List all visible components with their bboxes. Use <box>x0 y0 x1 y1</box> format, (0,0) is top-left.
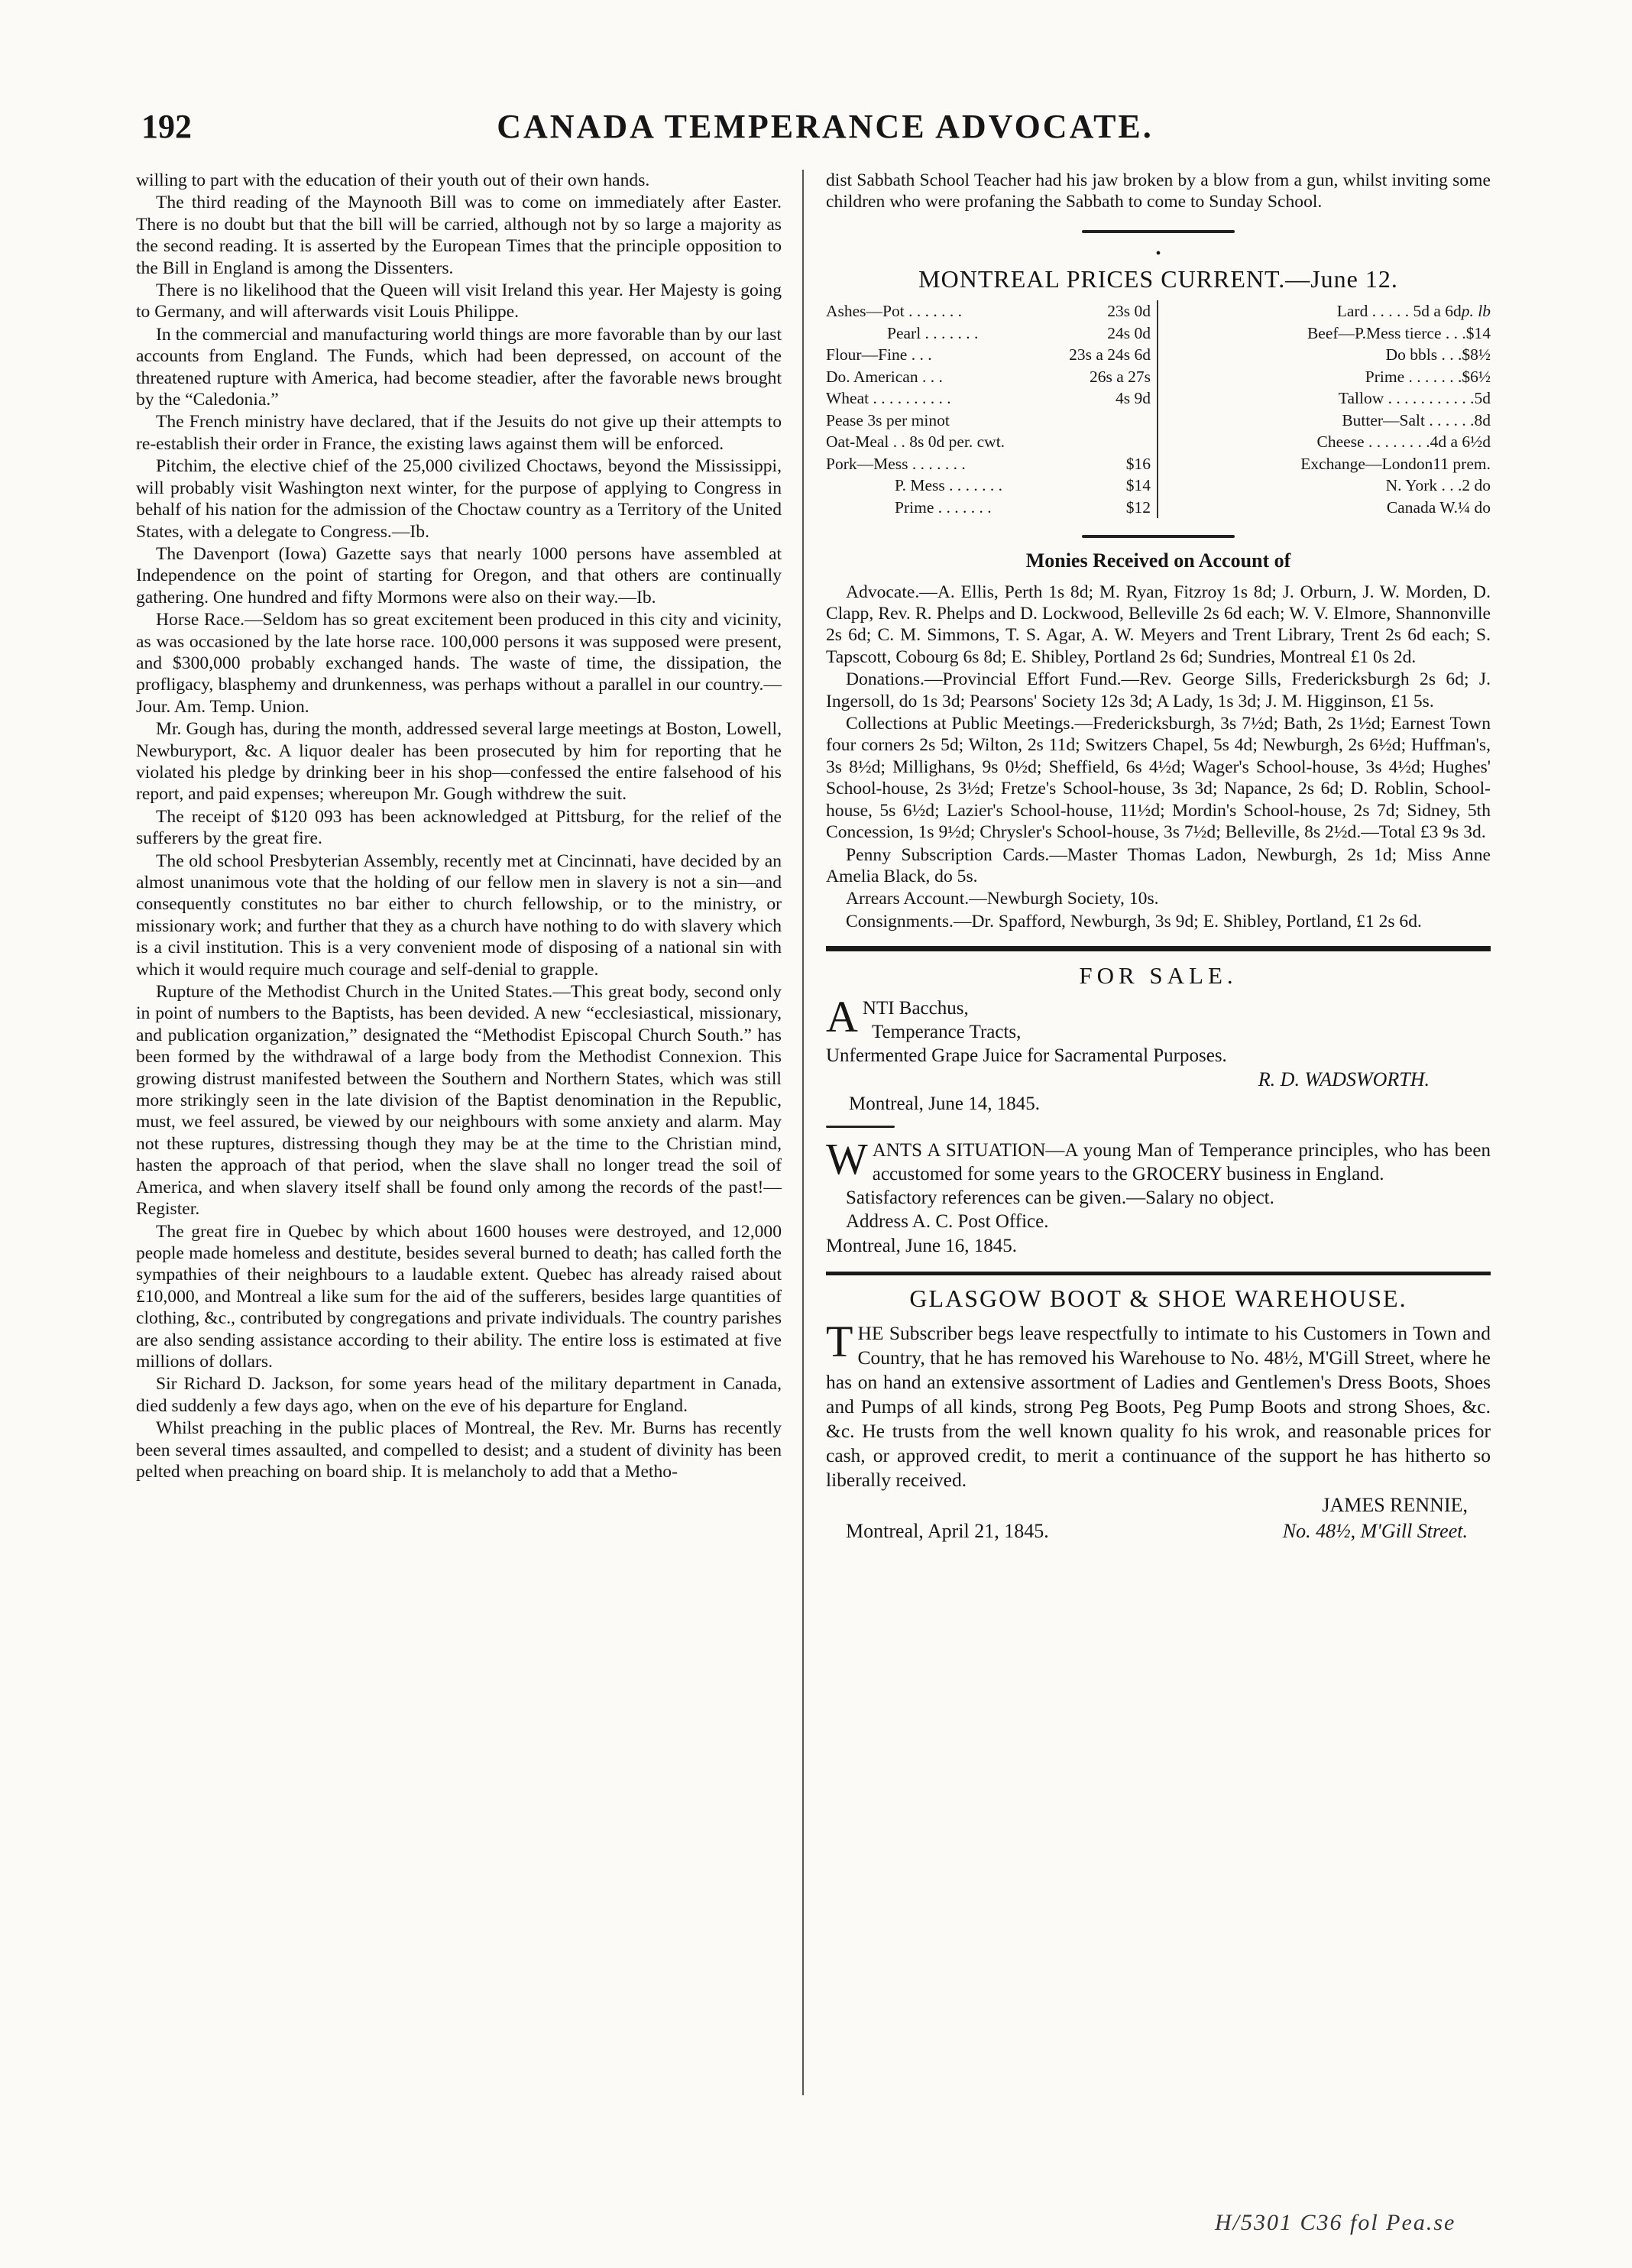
prices-table <box>826 300 1491 518</box>
price-value: ¼ do <box>1458 497 1491 517</box>
price-row <box>1169 300 1491 322</box>
glasgow-date: Montreal, April 21, 1845. <box>846 1519 1049 1542</box>
page-title: CANADA TEMPERANCE ADVOCATE. <box>497 108 1154 145</box>
price-label: Do. American . . . <box>826 367 943 386</box>
price-value: $6½ <box>1462 367 1491 386</box>
price-value: 24s 0d <box>1107 323 1151 342</box>
article-paragraph: Mr. Gough has, during the month, addressed several large meetings at Boston, Lowell, Newburyport, &c. A liquor dealer has been prosecuted by him for reporting that he violated his pledge by drinking beer in his shop—confessed the entire falsehood of his report, and paid expenses; whereupon Mr. Gough withdrew the suit. <box>136 719 782 805</box>
article-paragraph: willing to part with the education of their youth out of their own hands. <box>136 170 650 190</box>
page-header <box>141 107 1509 153</box>
column-divider <box>802 170 804 2095</box>
drop-cap: W <box>826 1133 868 1184</box>
price-row <box>826 387 1151 410</box>
price-label: Do bbls . . . <box>1385 345 1462 364</box>
price-label: Beef—P.Mess tierce . . . <box>1307 323 1466 342</box>
price-value: 2 do <box>1462 476 1491 495</box>
price-row <box>1169 497 1491 519</box>
article-paragraph: Rupture of the Methodist Church in the United States.—This great body, second only in point of numbers to the Baptists, has been devided. A new “ecclesiastical, missionary, and publication organization,” designated the “Methodist Episcopal Church South.” has been formed by the withdrawal of a large body from the Methodist Connexion. This growing distrust manifested between the Southern and Northern States, which was still more strikingly seen in the late division of the Baptist denomination in the Republic, must, we feel assured, be viewed by our neighbours with some anxiety and alarm. May not these ruptures, distressing though they may be at the time to the Christian mind, hasten the approach of that period, when the slave shall no longer tread the soil of America, and when slavery itself shall be found only among the records of the past!—Register. <box>136 982 782 1220</box>
price-label: Cheese . . . . . . . . <box>1316 433 1430 452</box>
for-sale-date: Montreal, June 14, 1845. <box>849 1093 1040 1114</box>
article-paragraph: In the commercial and manufacturing world things are more favorable than by our last accounts from England. The Funds, which had been depressed, on account of the threatened rupture with America, had become steadier, after the favorable news brought by the “Caledonia.” <box>136 324 782 410</box>
price-row <box>826 497 1151 519</box>
price-value: $14 <box>1125 476 1151 495</box>
price-label: Exchange—London <box>1300 454 1433 473</box>
glasgow-footer <box>826 1518 1491 1544</box>
price-value: 5d <box>1474 389 1491 408</box>
prices-right-column <box>1158 300 1491 518</box>
price-value: 4d a 6½d <box>1430 433 1491 452</box>
price-label: Ashes—Pot . . . . . . . <box>826 302 962 321</box>
monies-paragraph: Advocate.—A. Ellis, Perth 1s 8d; M. Ryan, Fitzroy 1s 8d; J. Orburn, J. W. Morden, D. Clapp, Rev. R. Phelps and D. Lockwood, Belleville 2s 6d each; W. V. Elmore, Shannonville 2s 6d; C. M. Simmons, T. S. Agar, A. W. Meyers and Trent Library, Trent 2s 6d each; S. Tapscott, Cobourg 6s 8d; E. Shibley, Portland 2s 6d; Sundries, Montreal £1 0s 2d. <box>826 582 1491 667</box>
price-value: $12 <box>1125 497 1151 517</box>
article-paragraph: Horse Race.—Seldom has so great excitement been produced in this city and vicinity, as was occasioned by the late horse race. 100,000 persons it was supposed were present, and $300,000 probably exchanged hands. The waste of time, the dissipation, the profligacy, blasphemy and drunkenness, was perhaps without a parallel in our country.—Jour. Am. Temp. Union. <box>136 610 782 717</box>
prices-left-column <box>826 300 1158 518</box>
price-label: Prime . . . . . . . <box>895 497 992 517</box>
drop-cap: T <box>826 1316 853 1366</box>
wants-body: ANTS A SITUATION—A young Man of Temperance principles, who has been accustomed for some years to the GROCERY business in England. <box>872 1139 1491 1184</box>
glasgow-ad <box>826 1284 1491 1544</box>
heavy-rule <box>826 1272 1491 1275</box>
article-paragraph: The French ministry have declared, that if the Jesuits do not give up their attempts to re-establish their order in France, the existing laws against them will be enforced. <box>136 412 782 454</box>
price-row <box>1169 366 1491 388</box>
monies-paragraph: Donations.—Provincial Effort Fund.—Rev. George Sills, Fredericksburgh 2s 6d; J. Ingersoll, do 1s 3d; Pearsons' Society 12s 3d; A Lady, 1s 3d; J. M. Higginson, £1 5s. <box>826 669 1491 711</box>
price-row <box>826 431 1151 453</box>
price-label: Tallow . . . . . . . . . . . <box>1338 389 1475 408</box>
page-number: 192 <box>141 108 192 145</box>
article-paragraph: There is no likelihood that the Queen will visit Ireland this year. Her Majesty is going to Germany, and will afterwards visit Louis Philippe. <box>136 280 782 322</box>
price-value: $14 <box>1465 323 1491 342</box>
price-row <box>1169 344 1491 366</box>
price-row <box>826 410 1151 432</box>
wants-line: Satisfactory references can be given.—Salary no object. <box>846 1187 1274 1208</box>
separator-dot: • <box>1155 245 1161 262</box>
right-column <box>826 170 1491 1544</box>
price-row <box>826 344 1151 366</box>
price-label: Pease 3s per minot <box>826 410 950 429</box>
for-sale-line: Temperance Tracts, <box>872 1021 1022 1042</box>
monies-paragraph: Penny Subscription Cards.—Master Thomas Ladon, Newburgh, 2s 1d; Miss Anne Amelia Black, do 5s. <box>826 844 1491 886</box>
price-row <box>1169 387 1491 410</box>
price-row <box>1169 453 1491 475</box>
handwritten-note: H/5301 C36 fol Pea.se <box>1215 2210 1456 2235</box>
article-paragraph: The great fire in Quebec by which about 1600 houses were destroyed, and 12,000 people made homeless and destitute, besides several burned to death; has called forth the sympathies of their neighbours to a laudable extent. Quebec has already raised about £10,000, and Montreal a like sum for the aid of the sufferers, besides large quantities of clothing, &c., contributed by congregations and private individuals. The country parishes are also sending assistance according to their ability. The entire loss is estimated at five millions of dollars. <box>136 1221 782 1372</box>
separator-rule <box>1082 535 1235 538</box>
for-sale-line: Unfermented Grape Juice for Sacramental Purposes. <box>826 1045 1227 1066</box>
article-paragraph: Whilst preaching in the public places of Montreal, the Rev. Mr. Burns has recently been several times assaulted, and compelled to desist; and a student of divinity has been pelted when preaching on board ship. It is melancholy to add that a Metho- <box>136 1418 782 1482</box>
glasgow-signature: JAMES RENNIE, <box>1322 1493 1468 1516</box>
price-value: $8½ <box>1462 345 1491 364</box>
heavy-rule <box>826 946 1491 951</box>
price-value: 11 prem. <box>1433 454 1491 473</box>
glasgow-address: No. 48½, M'Gill Street. <box>1282 1519 1468 1542</box>
monies-paragraph: Collections at Public Meetings.—Fredericksburgh, 3s 7½d; Bath, 2s 1½d; Earnest Town four corners 2s 5d; Wilton, 2s 11d; Switzers Chapel, 5s 4d; Newburgh, 2s 6½d; Huffman's, 3s 8½d; Millighans, 9s 0½d; Sheffield, 6s 4½d; Wager's School-house, 3s 4½d; Hughes' School-house, 2s 3½d; Fretze's School-house, 3s 3d; Napance, 2s 6d; D. Roblin, School-house, 5s 6½d; Lazier's School-house, 11½d; Mordin's School-house, 2s 7d; Sidney, 5th Concession, 1s 9½d; Chrysler's School-house, 3s 7½d; Belleville, 8s 2½d.—Total £3 9s 3d. <box>826 714 1491 843</box>
price-label: Pearl . . . . . . . <box>887 323 979 342</box>
article-paragraph: Sir Richard D. Jackson, for some years head of the military department in Canada, died suddenly a few days ago, when on the eve of his departure for England. <box>136 1374 782 1416</box>
wants-ad <box>826 1133 1491 1259</box>
article-paragraph: The Davenport (Iowa) Gazette says that nearly 1000 persons have assembled at Independence on the point of starting for Oregon, and that others are continually gathering. One hundred and fifty Mormons were also on their way.—Ib. <box>136 543 782 608</box>
price-value: 8d <box>1474 410 1491 429</box>
article-continuation: dist Sabbath School Teacher had his jaw broken by a blow from a gun, whilst inviting some children who were profaning the Sabbath to come to Sunday School. <box>826 170 1491 212</box>
separator-rule <box>1082 230 1235 233</box>
article-paragraph: Pitchim, the elective chief of the 25,000 civilized Choctaws, beyond the Mississippi, will probably visit Washington next winter, for the purpose of applying to Congress in behalf of his nation for the admission of the Choctaw country as a Territory of the United States, with a delegate to Congress.—Ib. <box>136 456 782 542</box>
prices-heading: MONTREAL PRICES CURRENT.—June 12. <box>918 264 1398 293</box>
separator-rule <box>826 1126 895 1128</box>
monies-paragraph: Consignments.—Dr. Spafford, Newburgh, 3s 9d; E. Shibley, Portland, £1 2s 6d. <box>846 911 1422 932</box>
for-sale-heading: FOR SALE. <box>1079 962 1238 990</box>
price-value: 23s a 24s 6d <box>1069 345 1151 364</box>
glasgow-heading: GLASGOW BOOT & SHOE WAREHOUSE. <box>909 1284 1407 1312</box>
price-row <box>1169 431 1491 453</box>
price-row <box>826 300 1151 322</box>
price-label: Butter—Salt . . . . . . <box>1342 410 1475 429</box>
price-row <box>1169 410 1491 432</box>
price-label: Prime . . . . . . . <box>1365 367 1462 386</box>
price-label: Oat-Meal . . 8s 0d per. cwt. <box>826 433 1005 452</box>
left-column <box>136 170 782 1483</box>
price-label: Pork—Mess . . . . . . . <box>826 454 966 473</box>
price-label: Flour—Fine . . . <box>826 345 932 364</box>
monies-paragraph: Arrears Account.—Newburgh Society, 10s. <box>846 889 1159 909</box>
article-paragraph: The old school Presbyterian Assembly, recently met at Cincinnati, have decided by an almost unanimous vote that the holding of our fellow men in slavery is not a sin—and consequently constitutes no bar either to church fellowship, or to the ministry, or missionary work; and further that they as a church have nothing to do with slavery which is a civil institution. This is a very convenient mode of disposing of a national sin with which it would require much courage and self-denial to grapple. <box>136 851 782 980</box>
price-value: $16 <box>1125 454 1151 473</box>
for-sale-signature: R. D. WADSWORTH. <box>1258 1068 1430 1090</box>
article-paragraph: The receipt of $120 093 has been acknowledged at Pittsburg, for the relief of the sufferers by the great fire. <box>136 806 782 849</box>
price-row <box>826 366 1151 388</box>
article-paragraph: The third reading of the Maynooth Bill was to come on immediately after Easter. There is no doubt but that the bill will be carried, although not by so large a majority as the second reading. It is asserted by the European Times that the principle opposition to the Bill in England is among the Dissenters. <box>136 193 782 278</box>
wants-line: Address A. C. Post Office. <box>846 1210 1049 1232</box>
price-label: Wheat . . . . . . . . . . <box>826 389 951 408</box>
price-value: p. lb <box>1461 302 1491 321</box>
for-sale-ad <box>826 962 1491 1116</box>
price-row <box>826 322 1151 345</box>
price-row <box>1169 475 1491 497</box>
price-value: 4s 9d <box>1116 389 1151 408</box>
price-label: N. York . . . <box>1385 476 1462 495</box>
glasgow-text <box>826 1316 1491 1492</box>
price-label: Canada W. <box>1386 497 1458 517</box>
price-row <box>826 453 1151 475</box>
monies-heading: Monies Received on Account of <box>1025 549 1291 572</box>
price-row <box>826 475 1151 497</box>
wants-text <box>826 1133 1491 1186</box>
for-sale-text: NTI Bacchus, <box>862 997 969 1019</box>
price-value: 23s 0d <box>1107 302 1151 321</box>
glasgow-body: HE Subscriber begs leave respectfully to intimate to his Customers in Town and Country, that he has removed his Warehouse to No. 48½, M'Gill Street, where he has on hand an extensive assortment of Ladies and Gentlemen's Dress Boots, Shoes and Pumps of all kinds, strong Peg Boots, Peg Pump Boots and strong Shoes, &c. &c. He trusts from the well known quality fo his wrok, and reasonable prices for cash, or approved credit, to merit a continuance of the support he has hitherto so liberally received. <box>826 1321 1491 1491</box>
price-label: P. Mess . . . . . . . <box>895 476 1002 495</box>
price-row <box>1169 322 1491 345</box>
monies-section <box>826 550 1491 932</box>
prices-section <box>826 264 1491 518</box>
price-value: 26s a 27s <box>1089 367 1151 386</box>
drop-cap: A <box>826 991 858 1042</box>
price-label: Lard . . . . . 5d a 6d <box>1336 302 1462 321</box>
wants-date: Montreal, June 16, 1845. <box>826 1235 1017 1256</box>
